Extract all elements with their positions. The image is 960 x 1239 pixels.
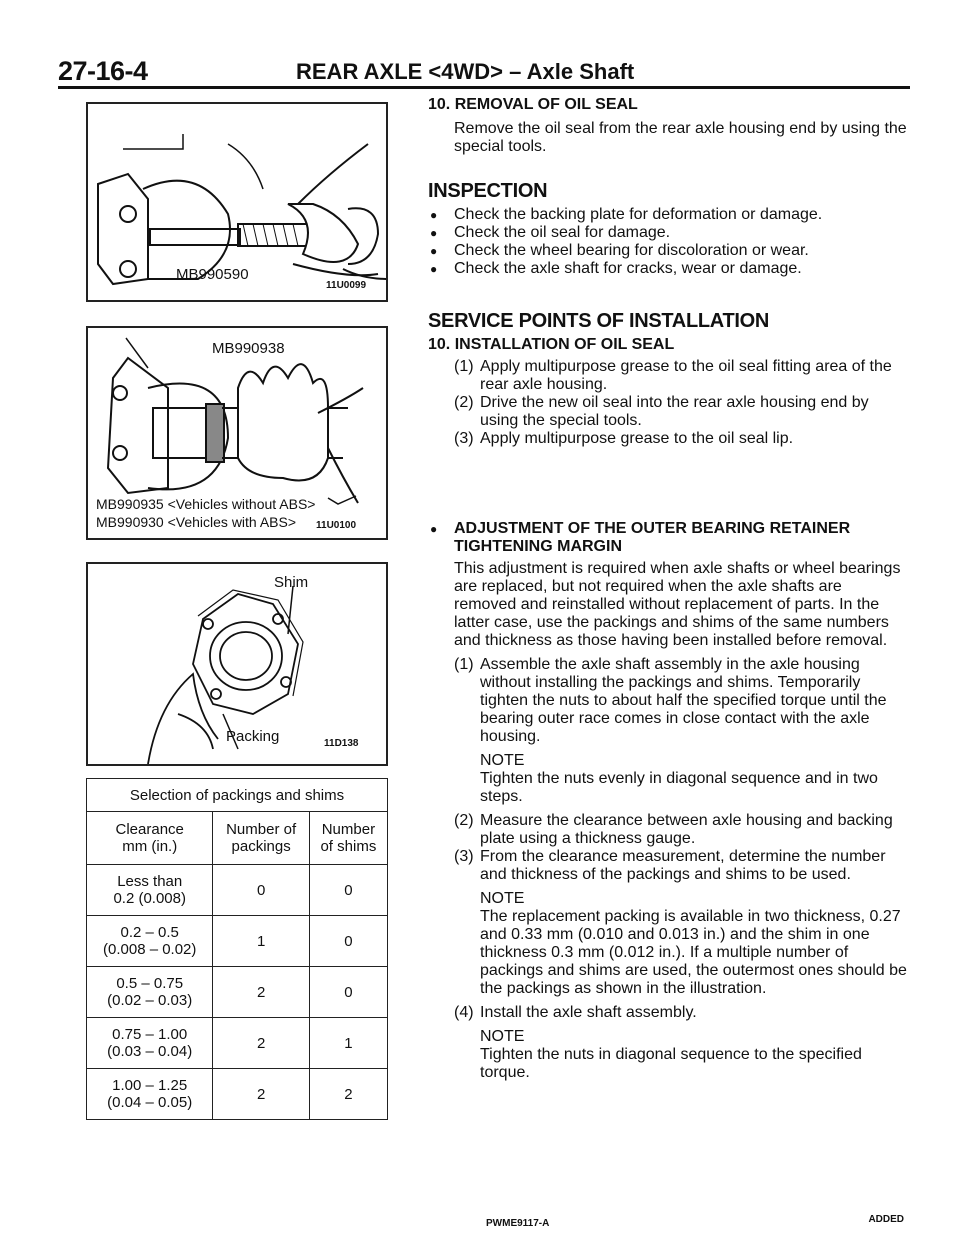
- document-code: PWME9117-A: [486, 1218, 550, 1229]
- note-label: NOTE: [480, 752, 525, 769]
- step-number: (1): [454, 656, 474, 673]
- clearance-cell: 0.75 – 1.00 (0.03 – 0.04): [87, 1018, 213, 1069]
- step-number: (3): [454, 848, 474, 865]
- service-points-heading: SERVICE POINTS OF INSTALLATION: [428, 310, 770, 332]
- clearance-cell: 1.00 – 1.25 (0.04 – 0.05): [87, 1069, 213, 1120]
- step-text: Assemble the axle shaft assembly in the axle housing without installing the packings and shims. Temporarily tighten the nuts to about half the specified torque until the bearing outer race comes in close contact with the axle housing.: [480, 656, 887, 745]
- table-row: [87, 865, 388, 916]
- figure-code: 11D138: [324, 738, 359, 749]
- clearance-cell: 0.2 – 0.5 (0.008 – 0.02): [87, 916, 213, 967]
- step-text: Install the axle shaft assembly.: [480, 1004, 697, 1021]
- column-header-clearance: Clearance mm (in.): [87, 812, 213, 865]
- shims-cell: 1: [309, 1018, 387, 1069]
- note-text: The replacement packing is available in two thickness, 0.27 and 0.33 mm (0.010 and 0.013 in.) and the shim in one thickness 0.3 mm (0.012 in.). If a multiple number of packings and shims are used, the outermost ones should be the packings as shown in the illustration.: [480, 908, 907, 997]
- inspection-heading: INSPECTION: [428, 180, 548, 202]
- clearance-cell: 0.5 – 0.75 (0.02 – 0.03): [87, 967, 213, 1018]
- table-row: [87, 916, 388, 967]
- adjustment-step: [454, 1004, 908, 1022]
- shims-cell: 0: [309, 865, 387, 916]
- inspection-item: ● Check the oil seal for damage.: [428, 224, 908, 242]
- step-number: (2): [454, 394, 474, 411]
- note-label: NOTE: [480, 890, 525, 907]
- packing-label: Packing: [226, 728, 280, 745]
- instructions-column: [428, 96, 908, 1082]
- installation-step: [454, 430, 908, 448]
- installation-subheading: 10. INSTALLATION OF OIL SEAL: [428, 336, 675, 353]
- removal-heading: 10. REMOVAL OF OIL SEAL: [428, 96, 638, 113]
- step-number: (4): [454, 1004, 474, 1021]
- column-header-shims: Number of shims: [309, 812, 387, 865]
- tool-label-mb990938: MB990938: [212, 340, 285, 357]
- column-header-packings: Number of packings: [213, 812, 309, 865]
- step-number: (1): [454, 358, 474, 375]
- figure-packing-and-shim: [86, 562, 388, 766]
- shims-cell: 0: [309, 916, 387, 967]
- step-text: From the clearance measurement, determine the number and thickness of the packings and shims to be used.: [480, 848, 886, 883]
- adjustment-intro: This adjustment is required when axle shafts or wheel bearings are replaced, but not required when the axle shafts are removed and reinstalled without replacement of parts. In the latter case, use the packings and shims of the same numbers and thickness as those having been installed before removal.: [454, 560, 901, 649]
- removal-text: Remove the oil seal from the rear axle housing end by using the special tools.: [454, 120, 907, 155]
- adjustment-heading: ● ADJUSTMENT OF THE OUTER BEARING RETAINER TIGHTENING MARGIN: [428, 520, 908, 556]
- tool-label-mb990930: MB990930 <Vehicles with ABS>: [96, 514, 297, 530]
- page-header: [58, 56, 910, 89]
- table-row: [87, 967, 388, 1018]
- figure-oil-seal-removal: [86, 102, 388, 302]
- added-stamp: ADDED: [868, 1214, 904, 1225]
- installation-step: [454, 394, 908, 430]
- shim-label: Shim: [274, 574, 309, 591]
- table-row: [87, 1018, 388, 1069]
- inspection-item: ● Check the wheel bearing for discoloration or wear.: [428, 242, 908, 260]
- step-text: Drive the new oil seal into the rear axle housing end by using the special tools.: [480, 394, 869, 429]
- step-text: Apply multipurpose grease to the oil seal lip.: [480, 430, 794, 447]
- page-number: 27-16-4: [58, 56, 148, 86]
- clearance-cell: Less than 0.2 (0.008): [87, 865, 213, 916]
- packings-cell: 2: [213, 967, 309, 1018]
- installation-step: [454, 358, 908, 394]
- adjustment-step: [454, 656, 908, 746]
- note-text: Tighten the nuts evenly in diagonal sequence and in two steps.: [480, 770, 878, 805]
- packing-shim-selection-table: [86, 778, 388, 1120]
- installation-steps: [428, 358, 908, 448]
- packings-cell: 1: [213, 916, 309, 967]
- tool-label-mb990590: MB990590: [176, 266, 249, 283]
- inspection-item: ● Check the axle shaft for cracks, wear or damage.: [428, 260, 908, 278]
- adjustment-step: [454, 812, 908, 848]
- inspection-list: [428, 206, 908, 278]
- table-row: [87, 1069, 388, 1120]
- tool-label-mb990935: MB990935 <Vehicles without ABS>: [96, 496, 316, 512]
- note-text: Tighten the nuts in diagonal sequence to the specified torque.: [480, 1046, 862, 1081]
- figure-oil-seal-installation: [86, 326, 388, 540]
- packings-cell: 2: [213, 1069, 309, 1120]
- shims-cell: 2: [309, 1069, 387, 1120]
- adjustment-step: [454, 848, 908, 884]
- shims-cell: 0: [309, 967, 387, 1018]
- step-text: Apply multipurpose grease to the oil seal fitting area of the rear axle housing.: [480, 358, 892, 393]
- note-label: NOTE: [480, 1028, 525, 1045]
- packings-cell: 2: [213, 1018, 309, 1069]
- figure-code: 11U0099: [326, 280, 367, 291]
- step-number: (2): [454, 812, 474, 829]
- table-header-row: [87, 812, 388, 865]
- page-title: REAR AXLE <4WD> – Axle Shaft: [296, 59, 635, 84]
- step-number: (3): [454, 430, 474, 447]
- figure-code: 11U0100: [316, 520, 357, 531]
- inspection-item: ● Check the backing plate for deformation or damage.: [428, 206, 908, 224]
- adjustment-steps: [428, 656, 908, 1082]
- step-text: Measure the clearance between axle housing and backing plate using a thickness gauge.: [480, 812, 893, 847]
- packings-cell: 0: [213, 865, 309, 916]
- table-caption: Selection of packings and shims: [87, 779, 388, 812]
